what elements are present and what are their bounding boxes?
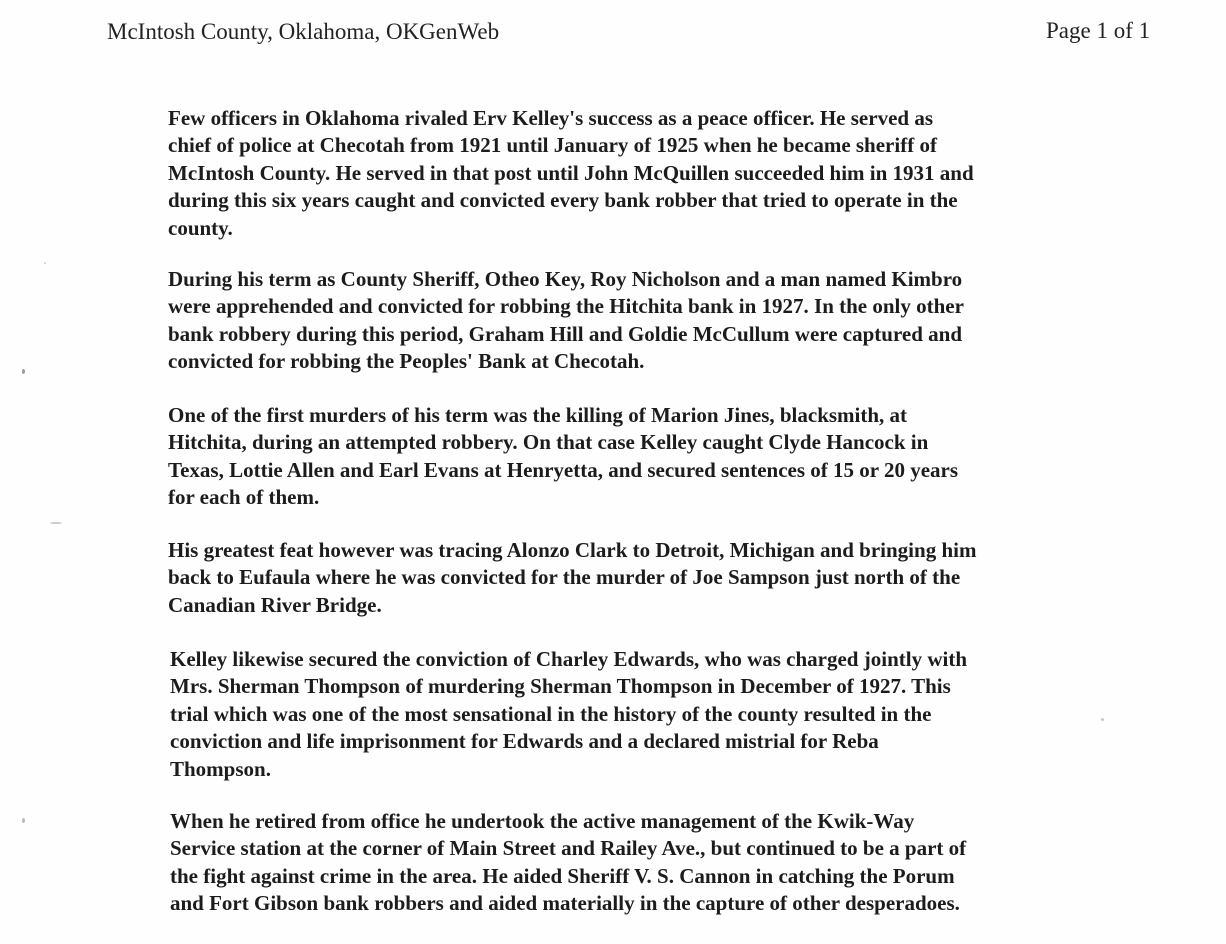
scan-speck bbox=[22, 369, 25, 374]
paragraph-line: chief of police at Checotah from 1921 until January of 1925 when he became sheriff of bbox=[168, 133, 937, 158]
paragraph-line: McIntosh County. He served in that post until John McQuillen succeeded him in 1931 and bbox=[168, 160, 974, 185]
paragraph-line: Texas, Lottie Allen and Earl Evans at Henryetta, and secured sentences of 15 or 20 years bbox=[168, 457, 959, 482]
paragraph-line: During his term as County Sheriff, Otheo Key, Roy Nicholson and a man named Kimbro bbox=[168, 267, 963, 291]
paragraph-line: One of the first murders of his term was the killing of Marion Jines, blacksmith, at bbox=[168, 403, 908, 427]
paragraph-line: for each of them. bbox=[168, 485, 320, 510]
paragraph-line: during this six years caught and convicted every bank robber that tried to operate in the bbox=[168, 188, 958, 213]
scan-speck bbox=[22, 818, 25, 823]
scan-speck bbox=[44, 262, 46, 264]
paragraph-line: Service station at the corner of Main Street and Railey Ave., but continued to be a part of bbox=[170, 836, 967, 861]
paragraph-line: His greatest feat however was tracing Alonzo Clark to Detroit, Michigan and bringing him bbox=[168, 538, 977, 562]
paragraph-4 bbox=[168, 537, 1128, 619]
paragraph-line: trial which was one of the most sensational in the history of the county resulted in the bbox=[170, 701, 932, 726]
paragraph-line: were apprehended and convicted for robbing the Hitchita bank in 1927. In the only other bbox=[168, 294, 964, 319]
paragraph-line: Hitchita, during an attempted robbery. On that case Kelley caught Clyde Hancock in bbox=[168, 430, 929, 455]
document-source-header: McIntosh County, Oklahoma, OKGenWeb bbox=[107, 19, 500, 44]
paragraph-line: Kelley likewise secured the conviction of Charley Edwards, who was charged jointly with bbox=[170, 647, 967, 671]
paragraph-line: bank robbery during this period, Graham Hill and Goldie McCullum were captured and bbox=[168, 321, 963, 346]
paragraph-5 bbox=[170, 646, 1130, 783]
paragraph-6 bbox=[170, 808, 1130, 918]
scan-speck bbox=[50, 522, 62, 524]
paragraph-line: and Fort Gibson bank robbers and aided materially in the capture of other desperadoes. bbox=[170, 891, 960, 916]
paragraph-line: Few officers in Oklahoma rivaled Erv Kelley's success as a peace officer. He served as bbox=[168, 106, 933, 130]
paragraph-line: Mrs. Sherman Thompson of murdering Sherman Thompson in December of 1927. This bbox=[170, 674, 951, 699]
paragraph-1 bbox=[168, 105, 1128, 242]
paragraph-line: the fight against crime in the area. He aided Sheriff V. S. Cannon in catching the Porum bbox=[170, 863, 955, 888]
paragraph-3 bbox=[168, 402, 1128, 512]
paragraph-line: Canadian River Bridge. bbox=[168, 592, 382, 617]
paragraph-line: When he retired from office he undertook the active management of the Kwik-Way bbox=[170, 809, 915, 833]
paragraph-line: county. bbox=[168, 215, 233, 240]
paragraph-line: convicted for robbing the Peoples' Bank at Checotah. bbox=[168, 349, 645, 374]
page-number-header: Page 1 of 1 bbox=[1046, 18, 1151, 43]
paragraph-line: conviction and life imprisonment for Edwards and a declared mistrial for Reba bbox=[170, 729, 879, 754]
paragraph-2 bbox=[168, 266, 1128, 376]
paragraph-line: back to Eufaula where he was convicted for the murder of Joe Sampson just north of the bbox=[168, 565, 961, 590]
scan-speck bbox=[1101, 718, 1104, 721]
paragraph-line: Thompson. bbox=[170, 756, 271, 781]
